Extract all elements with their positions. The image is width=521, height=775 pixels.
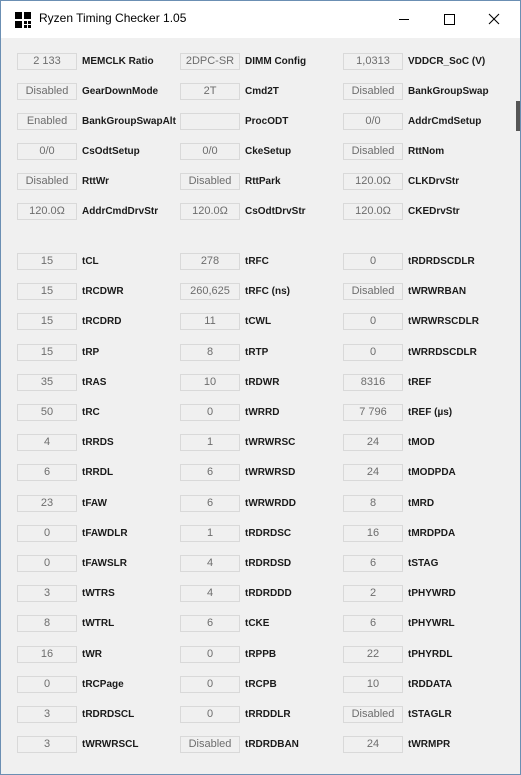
- value-field[interactable]: 8: [343, 495, 403, 512]
- value-field[interactable]: 8: [180, 344, 240, 361]
- value-field[interactable]: Disabled: [343, 143, 403, 160]
- title-bar[interactable]: [1, 1, 520, 38]
- value-field[interactable]: 6: [343, 615, 403, 632]
- field-label: tMODPDA: [408, 467, 456, 478]
- value-field[interactable]: 0: [180, 706, 240, 723]
- field-label: GearDownMode: [82, 86, 159, 97]
- field-label: tRCPage: [82, 679, 124, 690]
- field-label: tWR: [82, 649, 102, 660]
- minimize-button[interactable]: [381, 1, 427, 38]
- field-label: tMRD: [408, 498, 435, 509]
- field-label: tWRWRSCL: [82, 739, 139, 750]
- value-field[interactable]: 15: [17, 313, 77, 330]
- field-label: BankGroupSwapAlt: [82, 116, 176, 127]
- window-title: Ryzen Timing Checker 1.05: [39, 11, 187, 25]
- field-label: tPHYRDL: [408, 649, 453, 660]
- field-label: AddrCmdSetup: [408, 116, 482, 127]
- value-field[interactable]: 2 133: [17, 53, 77, 70]
- value-field[interactable]: 0: [343, 313, 403, 330]
- field-label: tMOD: [408, 437, 435, 448]
- field-label: tWRWRBAN: [408, 286, 467, 297]
- field-label: tRDRDSD: [245, 558, 292, 569]
- field-label: tRDRDSC: [245, 528, 292, 539]
- value-field[interactable]: 4: [180, 585, 240, 602]
- value-field[interactable]: 0: [180, 404, 240, 421]
- app-grid-icon: [15, 12, 31, 28]
- field-label: tREF: [408, 377, 432, 388]
- field-label: tCWL: [245, 316, 272, 327]
- value-field[interactable]: 0: [180, 676, 240, 693]
- field-label: tRRDDLR: [245, 709, 291, 720]
- value-field[interactable]: 22: [343, 646, 403, 663]
- field-label: CLKDrvStr: [408, 176, 460, 187]
- value-field[interactable]: 16: [17, 646, 77, 663]
- field-label: tPHYWRD: [408, 588, 456, 599]
- value-field[interactable]: 15: [17, 344, 77, 361]
- field-label: tRCDRD: [82, 316, 122, 327]
- value-field[interactable]: 120.0Ω: [343, 173, 403, 190]
- value-field[interactable]: 0/0: [17, 143, 77, 160]
- maximize-icon: [427, 1, 473, 38]
- field-label: tRDDATA: [408, 679, 453, 690]
- field-label: tRRDL: [82, 467, 114, 478]
- field-label: tSTAGLR: [408, 709, 452, 720]
- value-field[interactable]: 0: [17, 555, 77, 572]
- value-field[interactable]: 1,0313: [343, 53, 403, 70]
- value-field[interactable]: 0: [343, 253, 403, 270]
- value-field[interactable]: Disabled: [180, 173, 240, 190]
- field-label: tRCDWR: [82, 286, 124, 297]
- value-field[interactable]: 0/0: [180, 143, 240, 160]
- value-field[interactable]: 23: [17, 495, 77, 512]
- value-field[interactable]: 2DPC-SR: [180, 53, 240, 70]
- value-field[interactable]: 120.0Ω: [180, 203, 240, 220]
- value-field[interactable]: 278: [180, 253, 240, 270]
- value-field[interactable]: 6: [180, 464, 240, 481]
- value-field[interactable]: 0: [17, 525, 77, 542]
- value-field[interactable]: Enabled: [17, 113, 77, 130]
- value-field[interactable]: Disabled: [17, 83, 77, 100]
- field-label: CkeSetup: [245, 146, 292, 157]
- value-field[interactable]: 1: [180, 525, 240, 542]
- field-label: tWTRS: [82, 588, 115, 599]
- value-field[interactable]: 35: [17, 374, 77, 391]
- value-field[interactable]: Disabled: [180, 736, 240, 753]
- value-field[interactable]: Disabled: [343, 83, 403, 100]
- value-field[interactable]: 8316: [343, 374, 403, 391]
- field-label: RttNom: [408, 146, 445, 157]
- field-label: tREF (µs): [408, 407, 453, 418]
- value-field[interactable]: 16: [343, 525, 403, 542]
- value-field[interactable]: Disabled: [343, 706, 403, 723]
- value-field[interactable]: 120.0Ω: [343, 203, 403, 220]
- value-field[interactable]: Disabled: [343, 283, 403, 300]
- maximize-button[interactable]: [427, 1, 473, 38]
- field-label: tRCPB: [245, 679, 277, 690]
- background-edge: [516, 101, 520, 131]
- field-label: tMRDPDA: [408, 528, 456, 539]
- value-field[interactable]: 6: [180, 495, 240, 512]
- field-label: tRDRDBAN: [245, 739, 299, 750]
- field-label: tWRWRSCDLR: [408, 316, 479, 327]
- value-field[interactable]: 3: [17, 585, 77, 602]
- value-field[interactable]: 24: [343, 736, 403, 753]
- value-field[interactable]: 15: [17, 253, 77, 270]
- field-label: tWRWRDD: [245, 498, 296, 509]
- field-label: tFAW: [82, 498, 107, 509]
- field-label: tRC: [82, 407, 100, 418]
- value-field[interactable]: 6: [17, 464, 77, 481]
- value-field[interactable]: 0/0: [343, 113, 403, 130]
- value-field[interactable]: 4: [17, 434, 77, 451]
- field-label: tRDWR: [245, 377, 280, 388]
- value-field[interactable]: 120.0Ω: [17, 203, 77, 220]
- value-field[interactable]: 6: [343, 555, 403, 572]
- value-field[interactable]: 6: [180, 615, 240, 632]
- field-label: DIMM Config: [245, 56, 307, 67]
- value-field[interactable]: 260,625: [180, 283, 240, 300]
- field-label: MEMCLK Ratio: [82, 56, 154, 67]
- field-label: tRP: [82, 347, 100, 358]
- field-label: AddrCmdDrvStr: [82, 206, 159, 217]
- field-label: Cmd2T: [245, 86, 279, 97]
- value-field[interactable]: 10: [343, 676, 403, 693]
- field-label: tFAWSLR: [82, 558, 127, 569]
- field-label: tRDRDSCL: [82, 709, 135, 720]
- value-field[interactable]: 24: [343, 464, 403, 481]
- field-label: tWRWRSD: [245, 467, 296, 478]
- value-field[interactable]: [180, 113, 240, 130]
- field-label: RttWr: [82, 176, 110, 187]
- field-label: CsOdtDrvStr: [245, 206, 306, 217]
- value-field[interactable]: 24: [343, 434, 403, 451]
- field-label: RttPark: [245, 176, 281, 187]
- value-field[interactable]: 10: [180, 374, 240, 391]
- value-field[interactable]: 1: [180, 434, 240, 451]
- value-field[interactable]: 0: [17, 676, 77, 693]
- field-label: tCKE: [245, 618, 270, 629]
- value-field[interactable]: 50: [17, 404, 77, 421]
- value-field[interactable]: 3: [17, 706, 77, 723]
- field-label: ProcODT: [245, 116, 289, 127]
- field-label: tWTRL: [82, 618, 115, 629]
- value-field[interactable]: 3: [17, 736, 77, 753]
- field-label: tRAS: [82, 377, 107, 388]
- field-label: tCL: [82, 256, 99, 267]
- value-field[interactable]: 4: [180, 555, 240, 572]
- field-label: tFAWDLR: [82, 528, 128, 539]
- field-label: VDDCR_SoC (V): [408, 56, 486, 67]
- value-field[interactable]: 2: [343, 585, 403, 602]
- field-label: tWRWRSC: [245, 437, 296, 448]
- field-label: CsOdtSetup: [82, 146, 140, 157]
- timings-panel: [1, 38, 520, 774]
- value-field[interactable]: 7 796: [343, 404, 403, 421]
- field-label: tRRDS: [82, 437, 114, 448]
- value-field[interactable]: Disabled: [17, 173, 77, 190]
- field-label: tWRMPR: [408, 739, 451, 750]
- value-field[interactable]: 15: [17, 283, 77, 300]
- minimize-icon: [381, 1, 427, 38]
- field-label: tRDRDDD: [245, 588, 292, 599]
- value-field[interactable]: 2T: [180, 83, 240, 100]
- field-label: tRDRDSCDLR: [408, 256, 475, 267]
- value-field[interactable]: 0: [343, 344, 403, 361]
- field-label: tSTAG: [408, 558, 439, 569]
- value-field[interactable]: 0: [180, 646, 240, 663]
- close-button[interactable]: [473, 1, 519, 38]
- value-field[interactable]: 11: [180, 313, 240, 330]
- field-label: tRPPB: [245, 649, 277, 660]
- field-label: tWRRD: [245, 407, 280, 418]
- field-label: tWRRDSCDLR: [408, 347, 477, 358]
- close-icon: [473, 1, 519, 38]
- field-label: CKEDrvStr: [408, 206, 460, 217]
- field-label: BankGroupSwap: [408, 86, 489, 97]
- field-label: tRFC: [245, 256, 269, 267]
- field-label: tRFC (ns): [245, 286, 290, 297]
- field-label: tRTP: [245, 347, 269, 358]
- value-field[interactable]: 8: [17, 615, 77, 632]
- field-label: tPHYWRL: [408, 618, 455, 629]
